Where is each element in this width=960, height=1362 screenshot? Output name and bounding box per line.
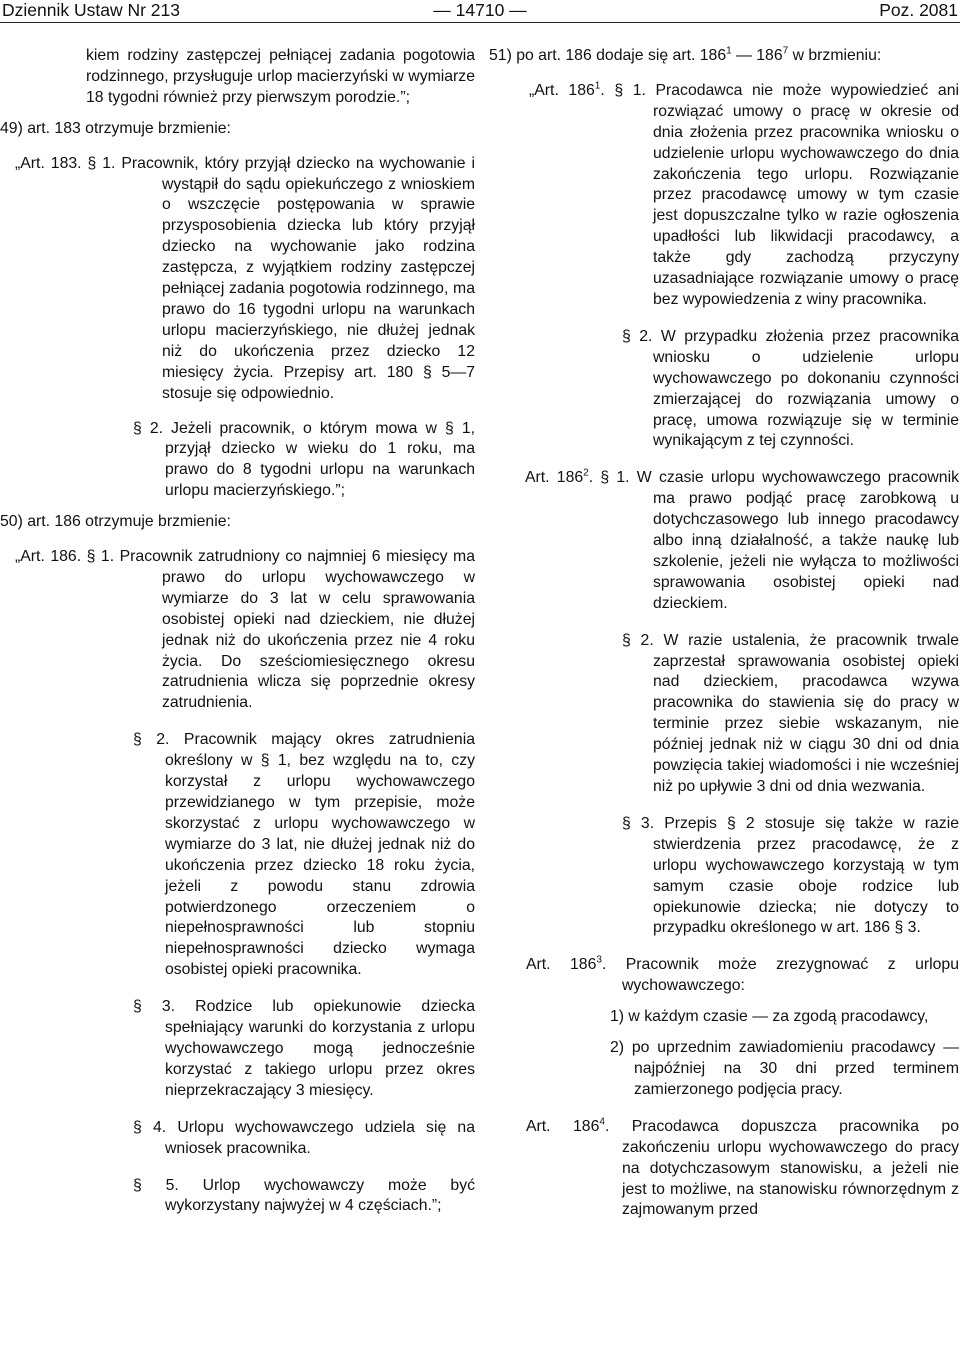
article-186-1-par-1: „Art. $186^1$. § 1. Pracodawca nie może wypowiedzieć ani rozwiązać umowy o pracę w okresie od dnia złożenia przez pracownika wniosku o udzielenie urlopu wychowawczego do dnia zakończenia tego urlopu. Rozwiązanie przez pracodawcę umowy w tym czasie jest dopuszczalne tylko w razie ogłoszenia upadłości lub likwidacji pracodawcy, a także gdy zachodzą przyczyny uzasadniające rozwiązanie umowy o pracę bez wypowiedzenia z winy pracownika. (529, 80, 959, 308)
article-186-2-par-1: Art. $186^2$. § 1. W czasie urlopu wychowawczego pracownik ma prawo podjąć pracę zarobkową u dotychczasowego lub innego pracodawcy albo inną działalność, a także naukę lub szkolenie, jeżeli nie wyłącza to możliwości sprawowania osobistej opieki nad dzieckiem. (525, 468, 959, 612)
amendment-item-50: 50) art. 186 otrzymuje brzmienie: (0, 513, 231, 531)
article-186-2-par-3: § 3. Przepis § 2 stosuje się także w razie stwierdzenia przez pracodawcę, że z urlopu wychowawczego korzystają w tym samym czasie oboje rodzice lub opiekunowie dziecka; nie dotyczy to przypadku określonego w art. 186 § 3. (622, 814, 959, 937)
left-column (0, 46, 475, 1217)
header-rule (0, 22, 960, 23)
page-header (0, 0, 960, 22)
article-186-3: Art. $186^3$. Pracownik może zrezygnować z urlopu wychowawczego: (526, 955, 959, 995)
continuation-paragraph: kiem rodziny zastępczej pełniącej zadania pogotowia rodzinnego, przysługuje urlop macierzyński w wymiarze 18 tygodni również przy pierwszym porodzie.”; (86, 47, 475, 106)
article-186-4: Art. $186^4$. Pracodawca dopuszcza pracownika po zakończeniu urlopu wychowawczego do pracy na dotychczasowym stanowisku, a jeżeli nie jest to możliwe, na stanowisku równorzędnym z zajmowanym przed (526, 1116, 959, 1219)
article-186-2-par-2: § 2. W razie ustalenia, że pracownik trwale zaprzestał sprawowania osobistej opieki nad dzieckiem, pracodawca wzywa pracownika do stawienia się do pracy w terminie przez siebie wskazanym, nie później jednak niż w ciągu 30 dni od dnia powzięcia takiej wiadomości i nie wcześniej niż po upływie 3 dni od dnia wezwania. (622, 631, 959, 795)
article-186-par-3: § 3. Rodzice lub opiekunowie dziecka spełniający warunki do korzystania z urlopu wychowawczego mogą jednocześnie korzystać z takiego urlopu przez okres nieprzekraczający 3 miesięcy. (133, 998, 475, 1099)
article-186-par-5: § 5. Urlop wychowawczy może być wykorzystany najwyżej w 4 częściach.”; (133, 1176, 475, 1215)
amendment-item-49: 49) art. 183 otrzymuje brzmienie: (0, 119, 231, 137)
amendment-item-51: 51) po art. 186 dodaje się art. $186^1$ — $186^7$ w brzmieniu: (489, 45, 882, 64)
position-number: Poz. 2081 (879, 0, 958, 20)
article-186-par-2: § 2. Pracownik mający okres zatrudnienia określony w § 1, bez względu na to, czy korzystał z urlopu wychowawczego przewidzianego w tym przepisie, może skorzystać z urlopu wychowawczego w wymiarze do 3 lat, nie dłużej jednak niż do ukończenia przez dziecko 18 roku życia, jeżeli z powodu stanu zdrowia potwierdzonego orzeczeniem o niepełnosprawności lub stopniu niepełnosprawności dziecko wymaga osobistej opieki pracownika. (133, 731, 475, 979)
article-183-par-2: § 2. Jeżeli pracownik, o którym mowa w § 1, przyjął dziecko w wieku do 1 roku, ma prawo do 8 tygodni urlopu na warunkach urlopu macierzyńskiego.”; (133, 419, 475, 500)
article-186-par-4: § 4. Urlopu wychowawczego udziela się na wniosek pracownika. (133, 1118, 475, 1157)
article-183-par-1: „Art. 183. § 1. Pracownik, który przyjął dziecko na wychowanie i wystąpił do sądu opiekuńczego z wnioskiem o wszczęcie postępowania w sprawie przysposobienia dziecka lub który przyjął dziecko na wychowanie jako rodzina zastępcza, z wyjątkiem rodziny zastępczej pełniącej zadania pogotowia rodzinnego, ma prawo do 16 tygodni urlopu na warunkach urlopu macierzyńskiego, nie dłużej jednak niż do ukończenia przez dziecko 12 miesięcy życia. Przepisy art. 180 § 5—7 stosuje się odpowiednio. (15, 154, 475, 402)
right-column (489, 46, 959, 1221)
article-186-par-1: „Art. 186. § 1. Pracownik zatrudniony co najmniej 6 miesięcy ma prawo do urlopu wychowawczego w wymiarze do 3 lat w celu sprawowania osobistej opieki nad dzieckiem, nie dłużej jednak niż do ukończenia przez nie 4 roku życia. Do sześciomiesięcznego okresu zatrudnienia wlicza się poprzednie okresy zatrudnienia. (15, 548, 475, 712)
page-number: — 14710 — (433, 0, 527, 20)
article-186-3-point-1: 1) w każdym czasie — za zgodą pracodawcy, (610, 1008, 929, 1026)
article-186-3-point-2: 2) po uprzednim zawiadomieniu pracodawcy — najpóźniej na 30 dni przed terminem zamierzonego podjęcia pracy. (610, 1039, 959, 1098)
article-186-1-par-2: § 2. W przypadku złożenia przez pracownika wniosku o udzielenie urlopu wychowawczego po dokonaniu czynności zmierzającej do rozwiązania umowy o pracę, umowa rozwiązuje się w terminie wynikającym z tej czynności. (622, 327, 959, 450)
journal-title: Dziennik Ustaw Nr 213 (2, 0, 180, 20)
